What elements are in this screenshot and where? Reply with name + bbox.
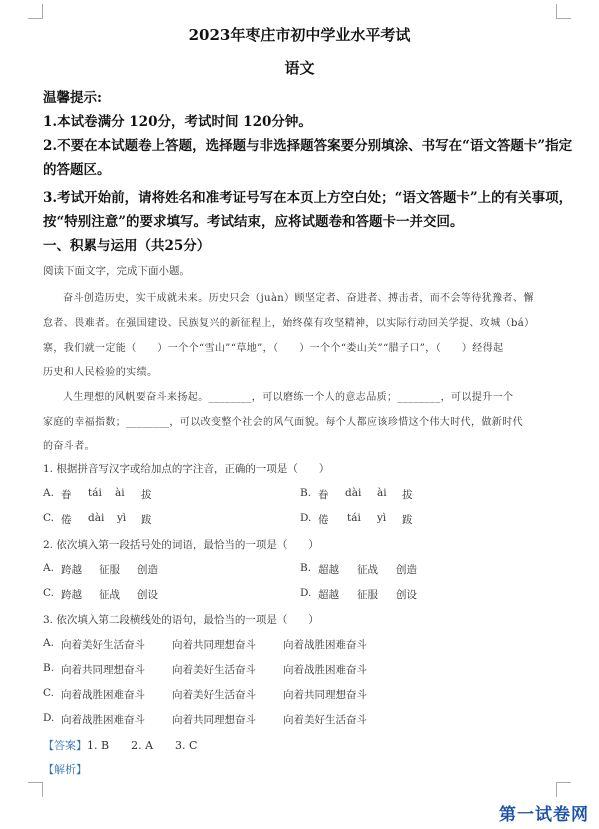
option-part: 向着共同理想奋斗 — [283, 689, 367, 701]
section-heading: 一、积累与运用（共25分） — [43, 238, 211, 254]
crop-mark-top-left — [28, 4, 43, 19]
answer-text: 1. B 2. A 3. C — [87, 739, 198, 752]
option-part: 创设 — [396, 589, 417, 601]
option-part: 征战 — [357, 564, 378, 576]
option-part: 拔 — [141, 489, 152, 501]
option-label: D. — [43, 712, 55, 724]
option-part: 创造 — [137, 564, 158, 576]
option-part: 征战 — [99, 589, 120, 601]
notice-line-2: 2.不要在本试题卷上答题，选择题与非选择题答案要分别填涂、书写在“语文答题卡”指定 — [43, 138, 573, 154]
option-part: tái — [347, 512, 361, 524]
notice-line-1: 1.本试卷满分 120分，考试时间 120分钟。 — [43, 114, 312, 130]
option-part: 向着美好生活奋斗 — [283, 714, 367, 726]
passage-line: 的奋斗者。 — [43, 441, 95, 452]
crop-mark-bottom-left — [28, 782, 43, 797]
option-part: 创造 — [396, 564, 417, 576]
option-part: 跋 — [141, 514, 152, 526]
crop-mark-top-right — [556, 4, 571, 19]
option-label: A. — [43, 487, 54, 499]
option-part: 向着共同理想奋斗 — [172, 714, 256, 726]
option-part: ài — [377, 487, 387, 499]
option-part: ài — [115, 487, 125, 499]
option-part: 眷 — [61, 489, 72, 501]
option-part: 倦 — [318, 514, 329, 526]
option-part: 征服 — [357, 589, 378, 601]
option-label: C. — [43, 587, 54, 599]
option-part: 超越 — [318, 589, 339, 601]
option-part: yì — [117, 512, 127, 524]
option-part: tái — [88, 487, 102, 499]
notice-line-3: 3.考试开始前，请将姓名和准考证号写在本页上方空白处；“语文答题卡”上的有关事项， — [43, 190, 573, 206]
option-part: 向着战胜困难奋斗 — [283, 639, 367, 651]
answer-line — [43, 737, 197, 753]
option-part: 向着战胜困难奋斗 — [283, 664, 367, 676]
passage-line: 人生理想的风帆要奋斗来扬起。________，可以磨练一个人的意志品质；________，可以提升一个 — [63, 392, 514, 403]
option-part: 超越 — [318, 564, 339, 576]
passage-line: 家庭的幸福指数；________，可以改变整个社会的风气面貌。每个人都应该珍惜这个伟大时代，做新时代 — [43, 417, 523, 428]
notice-line-3b: 按“特别注意”的要求填写。考试结束，应将试题卷和答题卡一并交回。 — [43, 214, 464, 230]
option-label: C. — [43, 512, 54, 524]
option-part: 向着战胜困难奋斗 — [61, 714, 145, 726]
option-label: B. — [300, 562, 312, 574]
option-part: 跨越 — [61, 564, 82, 576]
option-part: 创设 — [137, 589, 158, 601]
passage-line: 奋斗创造历史，实干成就未来。历史只会（juàn）顾坚定者、奋进者、搏击者，而不会等待犹豫者、懈 — [63, 293, 534, 304]
option-part: yì — [377, 512, 387, 524]
option-part: dài — [88, 512, 105, 524]
option-label: A. — [43, 637, 54, 649]
option-label: C. — [43, 687, 54, 699]
option-label: B. — [300, 487, 312, 499]
option-part: 向着美好生活奋斗 — [172, 664, 256, 676]
analysis-tag: 【解析】 — [43, 763, 87, 776]
option-part: dài — [345, 487, 362, 499]
option-part: 跨越 — [61, 589, 82, 601]
option-part: 眷 — [318, 489, 329, 501]
option-part: 拔 — [402, 489, 413, 501]
option-label: A. — [43, 562, 54, 574]
option-part: 征服 — [99, 564, 120, 576]
passage-line: 历史和人民检验的实绩。 — [43, 367, 158, 378]
option-part: 向着美好生活奋斗 — [172, 689, 256, 701]
question-3-stem: 3. 依次填入第二段横线处的语句，最恰当的一项是（ ） — [43, 614, 319, 626]
option-part: 向着共同理想奋斗 — [61, 664, 145, 676]
notice-line-2b: 的答题区。 — [43, 162, 111, 178]
option-label: D. — [300, 512, 312, 524]
answer-tag: 【答案】 — [43, 739, 87, 752]
option-part: 向着美好生活奋斗 — [61, 639, 145, 651]
crop-mark-bottom-right — [556, 782, 571, 797]
option-part: 倦 — [61, 514, 72, 526]
subject-title: 语文 — [284, 59, 315, 77]
question-2-stem: 2. 依次填入第一段括号处的词语，最恰当的一项是（ ） — [43, 539, 319, 551]
watermark-logo: 第一试卷网 — [499, 805, 589, 825]
question-1-stem: 1. 根据拼音写汉字或给加点的字注音，正确的一项是（ ） — [43, 463, 330, 475]
exam-title: 2023年枣庄市初中学业水平考试 — [188, 26, 411, 44]
passage-line: 怠者、畏难者。在强国建设、民族复兴的新征程上，始终葆有攻坚精神，以实际行动回关学提、攻城（bá） — [43, 318, 535, 329]
passage-line: 寨，我们就一定能（ ）一个个“雪山”“草地”，（ ）一个个“娄山关”“腊子口”，（ ）经得起 — [43, 343, 504, 354]
reading-instruction: 阅读下面文字，完成下面小题。 — [43, 265, 190, 277]
option-part: 向着共同理想奋斗 — [172, 639, 256, 651]
option-label: B. — [43, 662, 55, 674]
option-label: D. — [300, 587, 312, 599]
option-part: 跋 — [402, 514, 413, 526]
notice-heading: 温馨提示: — [43, 90, 102, 106]
option-part: 向着战胜困难奋斗 — [61, 689, 145, 701]
